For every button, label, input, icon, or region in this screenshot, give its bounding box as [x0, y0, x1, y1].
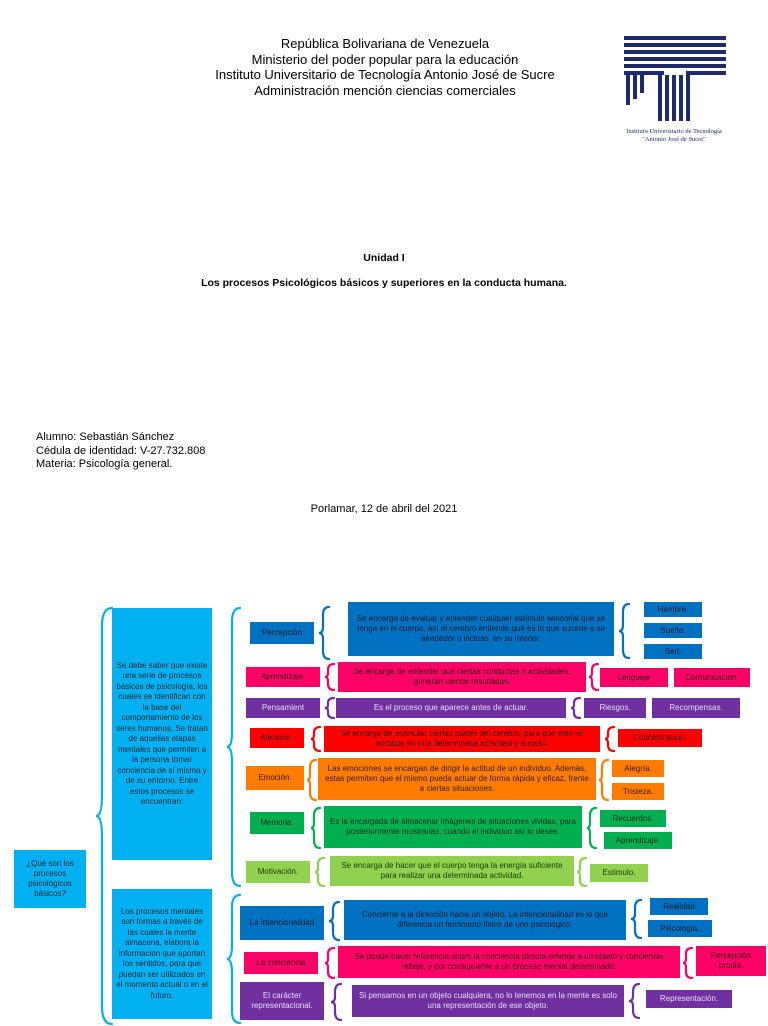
- unit-title: Unidad I: [363, 252, 405, 264]
- memoria-items-brace: [586, 806, 598, 850]
- intro-mental-processes: Los procesos mentales son formas a través de las cuales la mente almacena, elabora la información que aportan los sentidos, para que puedan ser utilizados en el momento actual o en el futuro.: [112, 889, 212, 1019]
- intro-basic-processes: Se debe saber que existe una serie de procesos básicos de psicología, los cuales se identifican con la base del comportamiento de los seres humanos. Se tratan de aquellas etapas mentales que permiten a la persona tomar conciencia de sí misma y de su entorno. Entre estos procesos se encuentran:: [112, 608, 212, 860]
- conciencia-description: Se puede hacer referencia sobre la conciencia directa referida a un objeto y conciencia refleja, y por consiguiente a un proceso mental determinado.: [338, 946, 680, 978]
- header-line-4: Administración mención ciencias comerciales: [254, 82, 516, 98]
- motivacion-label: Motivación.: [246, 861, 310, 883]
- representacional-item-1: Representación.: [646, 990, 732, 1008]
- institution-header: [160, 36, 610, 98]
- emocion-label: Emoción.: [246, 766, 304, 790]
- memoria-brace: [310, 806, 322, 850]
- percepcion-items-brace: [618, 602, 632, 660]
- percepcion-item-1: Hambre.: [644, 602, 702, 617]
- aprendizaje-label: Aprendizaje.: [246, 667, 320, 687]
- intencionalidad-description: Concierne a la dirección hacia un objeto. La intencionalidad es lo que diferencia un fenómeno físico de uno psicológico.: [344, 900, 626, 940]
- emocion-item-2: Tristeza.: [612, 783, 664, 800]
- conciencia-brace: [324, 946, 336, 980]
- representacional-brace: [330, 982, 344, 1022]
- student-id: Cédula de identidad: V-27.732.808: [36, 444, 206, 457]
- institute-logo-mark: [612, 34, 736, 126]
- pensamiento-item-1: Riesgos.: [584, 698, 646, 718]
- aprendizaje-description: Se encarga de entender que ciertas conductas o actividades, generan ciertos resultados.: [338, 662, 586, 692]
- memoria-description: Es la encargada de almacenar imágenes de situaciones vividas, para posteriormente mostrarlas, cuando el individuo así lo desee.: [324, 806, 582, 848]
- representacional-description: Si pensamos en un objeto cualquiera, no lo tenemos en la mente es solo una representación de ese objeto.: [352, 985, 624, 1017]
- conciencia-items-brace: [682, 946, 694, 980]
- pensamiento-description: Es el proceso que aparece antes de actuar.: [336, 698, 566, 718]
- motivacion-brace: [314, 856, 326, 888]
- emocion-items-brace: [598, 758, 610, 802]
- percepcion-item-2: Sueño.: [644, 623, 702, 638]
- root-question-box: ¿Qué son los procesos psicológicos básicos?: [14, 850, 86, 908]
- percepcion-label: Percepción: [250, 622, 314, 644]
- pensamiento-brace: [324, 696, 336, 720]
- motivacion-description: Se encarga de hacer que el cuerpo tenga la energía suficiente para realizar una determinada actividad.: [330, 856, 574, 886]
- atencion-item-1: Concentración.: [618, 729, 702, 747]
- intencionalidad-items-brace: [630, 898, 644, 940]
- motivacion-item-1: Estimulo.: [590, 864, 648, 882]
- student-subject: Materia: Psicología general.: [36, 458, 173, 470]
- header-line-1: República Bolivariana de Venezuela: [280, 36, 490, 51]
- emocion-item-1: Alegría.: [612, 760, 664, 777]
- student-info: [36, 431, 205, 472]
- emocion-brace: [306, 758, 318, 802]
- percepcion-brace: [318, 605, 332, 661]
- header-line-3: Instituto Universitario de Tecnología Antonio José de Sucre: [215, 67, 555, 82]
- intencionalidad-item-1: Realidad: [650, 898, 708, 915]
- pensamiento-items-brace: [570, 696, 582, 720]
- aprendizaje-items-brace: [588, 662, 600, 692]
- percepcion-description: Se encarga de evaluar y entender cualquier estímulo sensorial que se tenga en el cuerpo, así el cerebro entiende qué es lo que sucede a su alrededor o incluso, en su interior.: [348, 602, 614, 656]
- intencionalidad-item-2: Psicología.: [648, 920, 712, 937]
- pensamiento-item-2: Recompensas.: [652, 698, 740, 718]
- conciencia-label: La conciencia: [244, 952, 318, 974]
- student-name: Alumno: Sebastián Sánchez: [36, 431, 175, 443]
- intencionalidad-label: La intencionalidad: [240, 906, 324, 940]
- atencion-items-brace: [604, 725, 616, 753]
- percepcion-item-3: Sed.: [644, 644, 702, 659]
- pensamiento-label: Pensamient: [246, 698, 320, 718]
- logo-caption-1: Instituto Universitario de Tecnología: [626, 128, 722, 135]
- atencion-brace: [310, 725, 322, 753]
- processes-brace: [226, 606, 244, 888]
- representacional-items-brace: [628, 982, 642, 1020]
- motivacion-items-brace: [576, 856, 588, 888]
- representacional-label: El carácter representacional.: [240, 982, 324, 1020]
- conciencia-item-1: Percepción propia.: [696, 946, 766, 976]
- atencion-description: Se encarga de estimular ciertas partes del cerebro, para que este se enfoque en una determinada actividad o suceso.: [324, 726, 600, 752]
- document-subtitle: Los procesos Psicológicos básicos y superiores en la conducta humana.: [201, 277, 567, 289]
- aprendizaje-item-1: Lenguaje: [600, 668, 668, 687]
- memoria-label: Memoria.: [250, 812, 304, 834]
- institute-logo: [612, 34, 736, 149]
- logo-caption-2: "Antonio José de Sucre": [642, 136, 706, 143]
- intencionalidad-brace: [328, 900, 342, 942]
- place-date: Porlamar, 12 de abril del 2021: [310, 503, 458, 515]
- aprendizaje-brace: [324, 662, 336, 692]
- emocion-description: Las emociones se encargan de dirigir la actitud de un individuo. Además, estas permiten que el mismo pueda actuar de forma rápida y eficaz, frente a ciertas situaciones.: [318, 758, 596, 800]
- memoria-item-2: Aprendizaje.: [604, 832, 672, 849]
- header-line-2: Ministerio del poder popular para la educación: [251, 51, 519, 67]
- memoria-item-1: Recuerdos.: [600, 810, 666, 827]
- aprendizaje-item-2: Comunicacion.: [674, 668, 750, 687]
- atencion-label: Atención.: [250, 728, 304, 748]
